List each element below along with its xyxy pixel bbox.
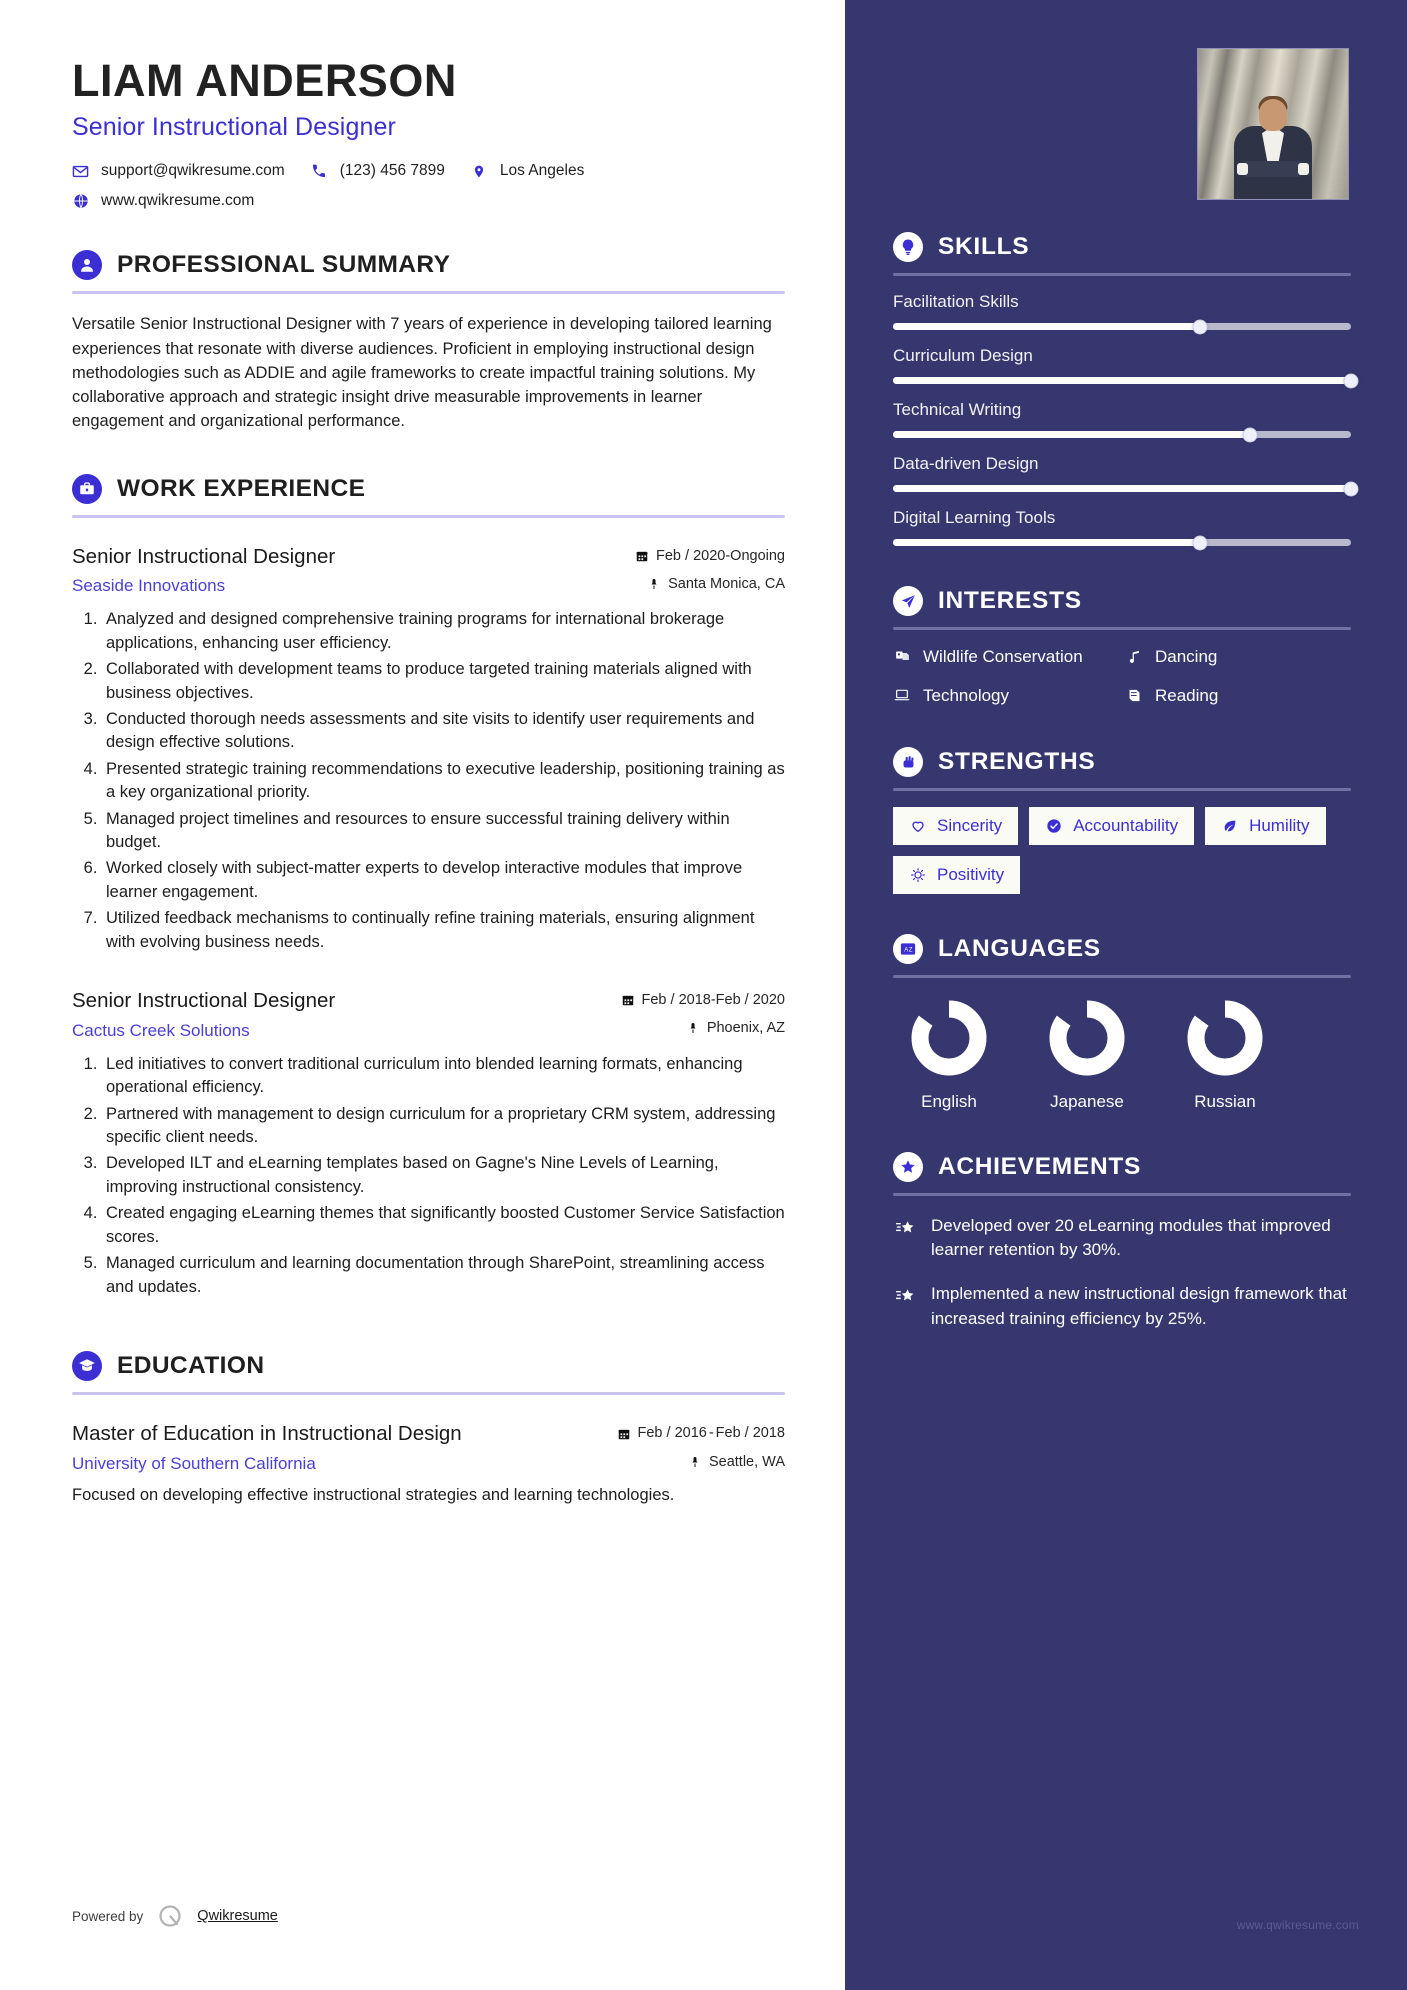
interest-label: Reading (1155, 686, 1219, 706)
list-item: 7. Utilized feedback mechanisms to continually refine training materials, ensuring alignment with evolving business needs. (102, 907, 785, 954)
language-item (1031, 998, 1143, 1112)
experience-entry (72, 544, 785, 955)
contact-website-text: www.qwikresume.com (101, 192, 255, 210)
education-location (603, 1454, 785, 1470)
language-item (1169, 998, 1281, 1112)
education-date-separator: - (708, 1425, 714, 1442)
heart-icon (909, 818, 926, 835)
experience-entry-header (72, 544, 785, 597)
sidebar-header-skills (893, 232, 1351, 262)
list-item: 1. Led initiatives to convert traditional curriculum into blended learning formats, enhancing operational efficiency. (102, 1053, 785, 1100)
experience-location (603, 1020, 785, 1036)
contact-email[interactable] (72, 162, 285, 180)
section-divider-experience (72, 515, 785, 518)
achievement-text: Implemented a new instructional design framework that increased training efficiency by 25%. (931, 1284, 1347, 1328)
sidebar-divider-interests (893, 627, 1351, 630)
education-date-start: Feb / 2016 (637, 1425, 707, 1442)
experience-date-text: Feb / 2020-Ongoing (656, 547, 785, 564)
skill-item (893, 508, 1351, 546)
skill-label: Curriculum Design (893, 346, 1033, 365)
experience-entry-meta (603, 544, 785, 592)
laptop-icon (893, 686, 911, 704)
skill-label: Data-driven Design (893, 454, 1039, 473)
map-pin-icon (647, 577, 661, 591)
skill-fill (893, 377, 1351, 384)
sidebar-header-languages (893, 934, 1351, 964)
skill-label: Digital Learning Tools (893, 508, 1056, 527)
education-date-range (638, 1425, 786, 1442)
contact-location-text: Los Angeles (499, 162, 585, 180)
fist-icon (893, 747, 923, 777)
experience-company: Cactus Creek Solutions (72, 1020, 250, 1040)
avatar-person (1227, 95, 1319, 199)
experience-location (603, 576, 785, 592)
strength-label: Humility (1249, 816, 1310, 836)
contact-website[interactable] (72, 192, 254, 210)
sidebar-title-interests: INTERESTS (938, 587, 1082, 614)
contact-block (72, 162, 785, 210)
page-title: LIAM ANDERSON (72, 55, 457, 106)
section-divider-summary (72, 291, 785, 294)
section-divider-education (72, 1392, 785, 1395)
education-location-text: Seattle, WA (708, 1454, 785, 1471)
strength-label: Positivity (937, 865, 1005, 885)
sidebar-title-skills: SKILLS (938, 233, 1030, 260)
skill-fill (893, 485, 1351, 492)
skill-item (893, 346, 1351, 384)
sidebar-header-achievements (893, 1152, 1351, 1182)
footer-brand-link[interactable]: Qwikresume (197, 1908, 278, 1924)
footer-branding (72, 1902, 278, 1930)
leaf-icon (1221, 818, 1238, 835)
calendar-icon (621, 993, 635, 1007)
interest-item (1125, 646, 1351, 668)
experience-role: Senior Instructional Designer (72, 989, 336, 1013)
languages-grid (893, 998, 1351, 1112)
strength-item (1205, 807, 1325, 845)
sidebar-header-strengths (893, 747, 1351, 777)
skill-item (893, 292, 1351, 330)
check-circle-icon (1045, 818, 1062, 835)
svg-text:A: A (904, 947, 909, 954)
experience-company: Seaside Innovations (72, 576, 226, 596)
strength-label: Sincerity (937, 816, 1003, 836)
list-item: 5. Managed project timelines and resources to ensure successful training delivery within budget. (102, 808, 785, 855)
achievements-list (893, 1214, 1351, 1331)
skill-slider[interactable] (893, 539, 1351, 546)
avatar-head (1259, 99, 1287, 131)
skill-slider[interactable] (893, 485, 1351, 492)
sidebar (845, 0, 1407, 1990)
experience-dates (603, 992, 785, 1008)
section-header-education (72, 1351, 785, 1381)
book-icon (1125, 686, 1143, 704)
experience-bullet-list (72, 1053, 785, 1299)
achievement-item (893, 1214, 1351, 1262)
list-item: 2. Collaborated with development teams to produce targeted training materials aligned with business objectives. (102, 658, 785, 705)
list-item: 3. Conducted thorough needs assessments and site visits to identify user requirements and design effective solutions. (102, 708, 785, 755)
interest-label: Dancing (1155, 647, 1218, 666)
sidebar-title-achievements: ACHIEVEMENTS (938, 1153, 1142, 1181)
skill-fill (893, 323, 1200, 330)
skill-label: Technical Writing (893, 400, 1022, 419)
education-entry (72, 1421, 785, 1508)
sidebar-section-skills (893, 232, 1351, 546)
achievement-item (893, 1282, 1351, 1330)
language-label: Japanese (1050, 1092, 1124, 1112)
experience-entry-header (72, 988, 785, 1041)
interest-item (1125, 685, 1351, 707)
headline-job-title: Senior Instructional Designer (72, 113, 396, 142)
section-header-summary (72, 250, 785, 280)
section-header-experience (72, 474, 785, 504)
experience-location-text: Phoenix, AZ (706, 1020, 785, 1037)
sidebar-divider-strengths (893, 788, 1351, 791)
sidebar-footer-url: www.qwikresume.com (1236, 1918, 1359, 1932)
shooting-star-icon (893, 1284, 917, 1308)
list-item: 4. Created engaging eLearning themes that significantly boosted Customer Service Satisfaction scores. (102, 1202, 785, 1249)
person-circle-icon (72, 250, 102, 280)
email-icon (72, 163, 89, 180)
experience-dates (603, 548, 785, 564)
sidebar-header-interests (893, 586, 1351, 616)
summary-text: Versatile Senior Instructional Designer with 7 years of experience in developing tailored learning experiences that resonate with diverse audiences. Proficient in employing instructional design methodologies such as ADDIE and agile frameworks to create impactful training solutions. My collaborative approach and strategic insight drive measurable improvements in learner engagement and organizational performance. (72, 315, 772, 431)
contact-email-text: support@qwikresume.com (101, 162, 285, 180)
skill-fill (893, 539, 1200, 546)
experience-location-text: Santa Monica, CA (668, 575, 785, 592)
sidebar-divider-achievements (893, 1193, 1351, 1196)
section-title-education: EDUCATION (117, 1352, 265, 1380)
music-note-icon (1125, 647, 1143, 665)
contact-phone[interactable] (311, 162, 445, 180)
briefcase-icon (72, 474, 102, 504)
skill-handle[interactable] (1344, 481, 1359, 496)
experience-entry-main (72, 988, 603, 1041)
education-entry-main (72, 1421, 603, 1474)
calendar-icon (635, 549, 649, 563)
list-item: 2. Partnered with management to design curriculum for a proprietary CRM system, addressing specific client needs. (102, 1103, 785, 1150)
svg-text:Z: Z (908, 947, 913, 954)
language-label: Russian (1194, 1092, 1256, 1112)
contact-row-website (72, 192, 785, 210)
language-donut-chart (909, 998, 989, 1078)
skill-handle[interactable] (1192, 319, 1207, 334)
contact-row-primary (72, 162, 785, 180)
skill-label: Facilitation Skills (893, 292, 1019, 311)
contact-location (471, 162, 584, 180)
strength-item (1029, 807, 1194, 845)
experience-bullet-list (72, 608, 785, 954)
list-item: 5. Managed curriculum and learning documentation through SharePoint, streamlining access and updates. (102, 1252, 785, 1299)
sidebar-divider-skills (893, 273, 1351, 276)
list-item: 1. Analyzed and designed comprehensive training programs for international brokerage applications, enhancing user efficiency. (102, 608, 785, 655)
strength-label: Accountability (1073, 816, 1179, 836)
education-degree: Master of Education in Instructional Design (72, 1422, 462, 1446)
shooting-star-icon (893, 1216, 917, 1240)
education-entry-meta (603, 1421, 785, 1470)
achievement-text: Developed over 20 eLearning modules that improved learner retention by 30%. (931, 1216, 1331, 1260)
language-item (893, 998, 1005, 1112)
lightbulb-icon (893, 232, 923, 262)
sidebar-section-interests (893, 586, 1351, 707)
contact-phone-text: (123) 456 7899 (339, 162, 445, 180)
phone-icon (311, 163, 328, 180)
list-item: 6. Worked closely with subject-matter experts to develop interactive modules that improve learner engagement. (102, 857, 785, 904)
education-description: Focused on developing effective instructional strategies and learning technologies. (72, 1485, 675, 1504)
calendar-icon (617, 1427, 631, 1441)
skill-item (893, 454, 1351, 492)
experience-role: Senior Instructional Designer (72, 544, 336, 568)
interest-label: Wildlife Conservation (923, 647, 1083, 666)
interest-item (893, 646, 1119, 668)
interest-item (893, 685, 1119, 707)
section-title-summary: PROFESSIONAL SUMMARY (117, 251, 451, 279)
interest-label: Technology (923, 686, 1010, 706)
avatar-cuff-right (1298, 163, 1309, 175)
skill-slider[interactable] (893, 431, 1351, 438)
qwikresume-logo-icon (156, 1902, 184, 1930)
skill-handle[interactable] (1192, 535, 1207, 550)
sidebar-section-achievements (893, 1152, 1351, 1331)
interests-grid (893, 646, 1351, 707)
strength-item (893, 807, 1018, 845)
skill-handle[interactable] (1243, 427, 1258, 442)
sidebar-section-languages (893, 934, 1351, 1112)
translate-icon (893, 934, 923, 964)
experience-entry (72, 988, 785, 1299)
map-pin-icon (688, 1455, 702, 1469)
skill-handle[interactable] (1344, 373, 1359, 388)
language-donut-chart (1185, 998, 1265, 1078)
experience-entry-meta (603, 988, 785, 1036)
star-badge-icon (893, 1152, 923, 1182)
list-item: 3. Developed ILT and eLearning templates based on Gagne's Nine Levels of Learning, improving instructional consistency. (102, 1152, 785, 1199)
education-school: University of Southern California (72, 1453, 316, 1473)
sidebar-section-strengths (893, 747, 1351, 894)
education-date-end: Feb / 2018 (715, 1425, 785, 1442)
skill-item (893, 400, 1351, 438)
avatar-arms (1240, 161, 1306, 177)
avatar-cuff-left (1237, 163, 1248, 175)
sun-icon (909, 867, 926, 884)
language-label: English (921, 1092, 977, 1112)
skill-slider[interactable] (893, 377, 1351, 384)
experience-entry-main (72, 544, 603, 597)
skill-slider[interactable] (893, 323, 1351, 330)
education-dates (603, 1425, 785, 1442)
experience-date-text: Feb / 2018-Feb / 2020 (641, 992, 785, 1009)
strength-item (893, 856, 1020, 894)
sidebar-title-languages: LANGUAGES (938, 935, 1101, 963)
footer-powered-label: Powered by (72, 1908, 144, 1924)
list-item: 4. Presented strategic training recommendations to executive leadership, positioning training as a key organizational priority. (102, 758, 785, 805)
sidebar-divider-languages (893, 975, 1351, 978)
location-pin-icon (471, 163, 488, 180)
paper-plane-icon (893, 586, 923, 616)
avatar (1197, 48, 1349, 200)
map-pin-icon (686, 1021, 700, 1035)
strengths-grid (893, 807, 1351, 894)
globe-icon (72, 193, 89, 210)
education-entry-header (72, 1421, 785, 1474)
sidebar-title-strengths: STRENGTHS (938, 748, 1096, 776)
wildlife-icon (893, 647, 911, 665)
skill-fill (893, 431, 1250, 438)
graduation-cap-icon (72, 1351, 102, 1381)
section-title-experience: WORK EXPERIENCE (117, 474, 366, 502)
language-donut-chart (1047, 998, 1127, 1078)
